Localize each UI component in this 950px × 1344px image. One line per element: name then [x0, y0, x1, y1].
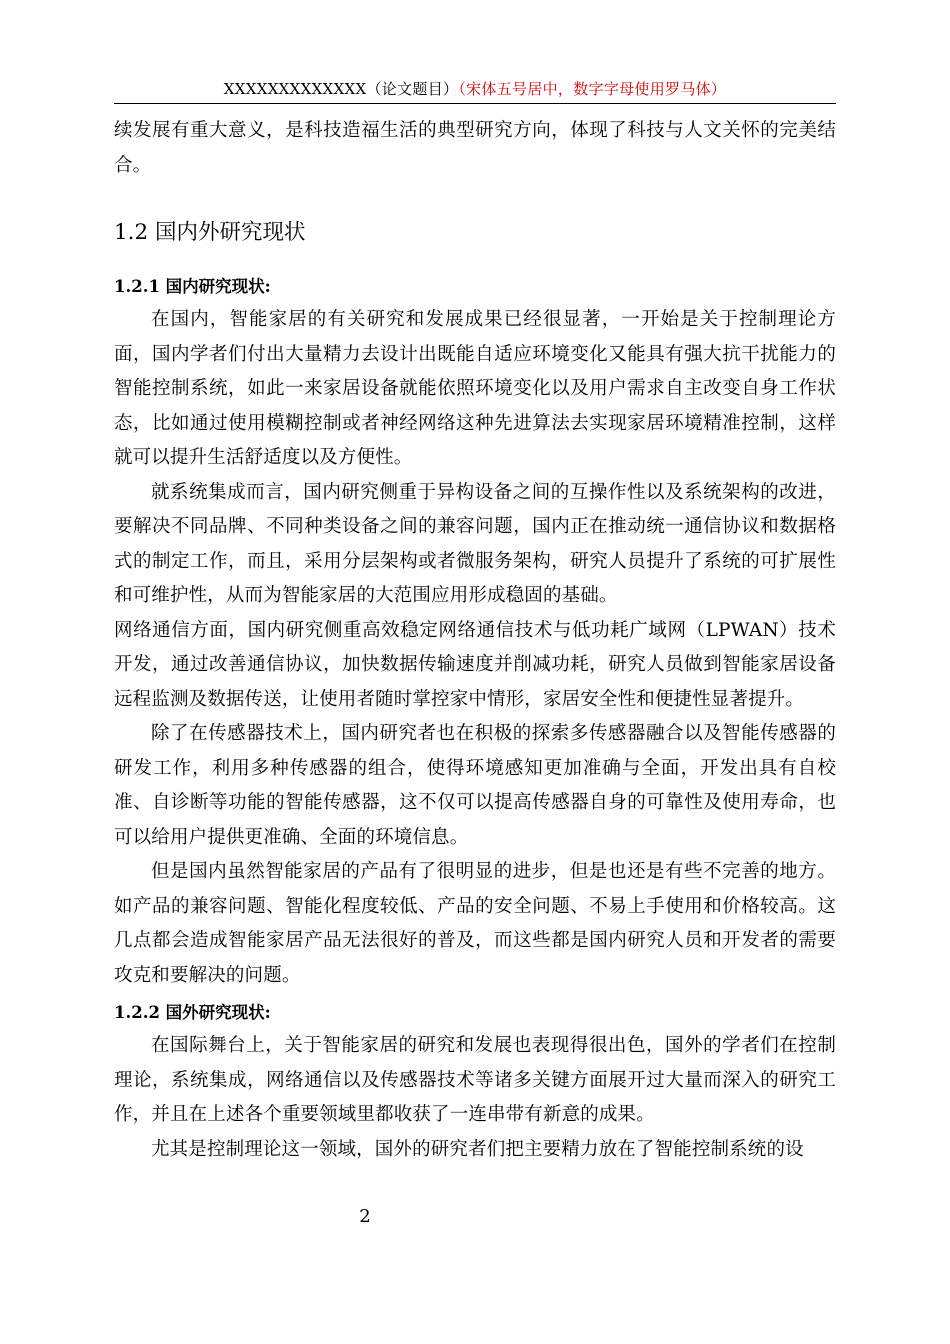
paragraph-control-theory-foreign: 尤其是控制理论这一领域，国外的研究者们把主要精力放在了智能控制系统的设 [151, 1138, 804, 1160]
running-header [114, 78, 836, 100]
paragraph-network-communication: 网络通信方面，国内研究侧重高效稳定网络通信技术与低功耗广域网（LPWAN）技术开发，通过改善通信协议，加快数据传输速度并削减功耗，研究人员做到智能家居设备远程监测及数据传送，让使用者随时掌控家中情形，家居安全性和便捷性显著提升。 [114, 619, 836, 710]
header-rule [114, 103, 836, 104]
paragraph-continuation: 续发展有重大意义，是科技造福生活的典型研究方向，体现了科技与人文关怀的完美结合。 [114, 120, 836, 176]
paragraph-international: 在国际舞台上，关于智能家居的研究和发展也表现得很出色，国外的学者们在控制理论，系统集成，网络通信以及传感器技术等诸多关键方面展开过大量而深入的研究工作，并且在上述各个重要领域里都收获了一连串带有新意的成果。 [114, 1035, 836, 1125]
header-format-note: （宋体五号居中，数字字母使用罗马体） [458, 80, 727, 98]
subsection-heading-foreign: 1.2.2 国外研究现状: [114, 1003, 271, 1022]
header-title: XXXXXXXXXXXXX（论文题目） [223, 80, 459, 98]
paragraph-sensor-technology: 除了在传感器技术上，国内研究者也在积极的探索多传感器融合以及智能传感器的研发工作，利用多种传感器的组合，使得环境感知更加准确与全面，开发出具有自校准、自诊断等功能的智能传感器，这不仅可以提高传感器自身的可靠性及使用寿命，也可以给用户提供更准确、全面的环境信息。 [114, 723, 836, 848]
page-body [114, 114, 836, 1167]
paragraph-shortcomings: 但是国内虽然智能家居的产品有了很明显的进步，但是也还是有些不完善的地方。如产品的兼容问题、智能化程度较低、产品的安全问题、不易上手使用和价格较高。这几点都会造成智能家居产品无法很好的普及，而这些都是国内研究人员和开发者的需要攻克和要解决的问题。 [114, 861, 836, 986]
paragraph-system-integration: 就系统集成而言，国内研究侧重于异构设备之间的互操作性以及系统架构的改进，要解决不同品牌、不同种类设备之间的兼容问题，国内正在推动统一通信协议和数据格式的制定工作，而且，采用分层架构或者微服务架构，研究人员提升了系统的可扩展性和可维护性，从而为智能家居的大范围应用形成稳固的基础。 [114, 481, 836, 606]
paragraph-control-theory: 在国内，智能家居的有关研究和发展成果已经很显著，一开始是关于控制理论方面，国内学者们付出大量精力去设计出既能自适应环境变化又能具有强大抗干扰能力的智能控制系统，如此一来家居设备就能依照环境变化以及用户需求自主改变自身工作状态，比如通过使用模糊控制或者神经网络这种先进算法去实现家居环境精准控制，这样就可以提升生活舒适度以及方便性。 [114, 309, 836, 468]
page-number: 2 [359, 1206, 371, 1227]
section-heading: 1.2 国内外研究现状 [114, 220, 306, 245]
subsection-heading-domestic: 1.2.1 国内研究现状: [114, 277, 271, 296]
